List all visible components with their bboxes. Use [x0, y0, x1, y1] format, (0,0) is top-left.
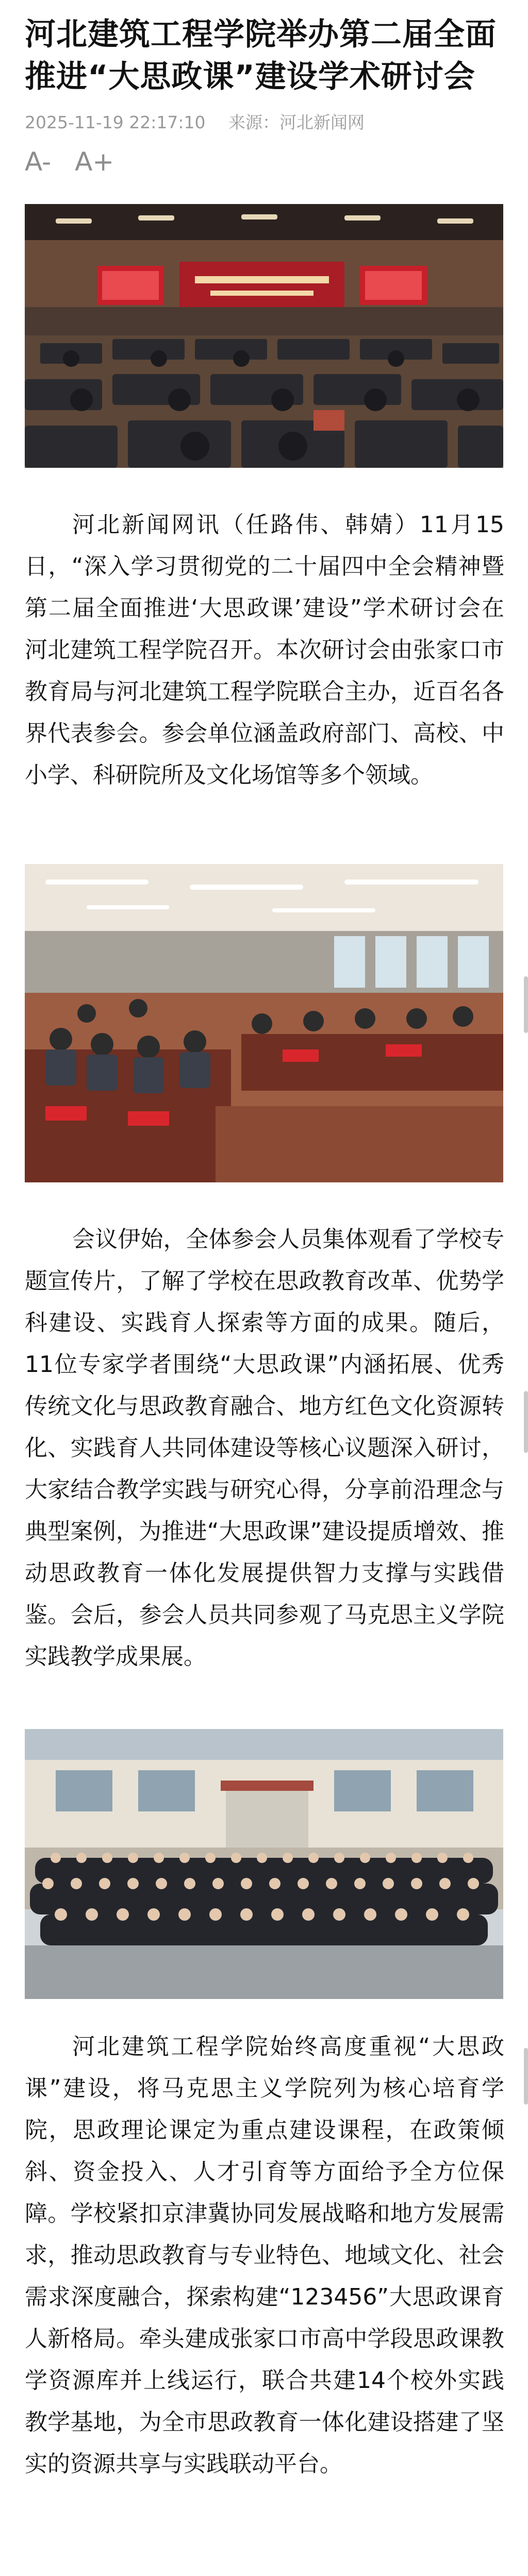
- article-meta: [25, 111, 504, 134]
- font-decrease-button[interactable]: A-: [25, 147, 52, 177]
- article-paragraph-2: 会议伊始，全体参会人员集体观看了学校专题宣传片，了解了学校在思政教育改革、优势学科建设、实践育人探索等方面的成果。随后，11位专家学者围绕“大思政课”内涵拓展、优秀传统文化与思政教育融合、地方红色文化资源转化、实践育人共同体建设等核心议题深入研讨，大家结合教学实践与研究心得，分享前沿理念与典型案例，为推进“大思政课”建设提质增效、推动思政教育一体化发展提供智力支撑与实践借鉴。会后，参会人员共同参观了马克思主义学院实践教学成果展。: [25, 1226, 504, 1670]
- font-size-controls: [25, 145, 504, 178]
- scrollbar-thumb-1[interactable]: [524, 976, 528, 1033]
- article-paragraph-3: 河北建筑工程学院始终高度重视“大思政课”建设，将马克思主义学院列为核心培育学院，思政理论课定为重点建设课程，在政策倾斜、资金投入、人才引育等方面给予全方位保障。学校紧扣京津冀协同发展战略和地方发展需求，推动思政教育与专业特色、地域文化、社会需求深度融合，探索构建“123456”大思政课育人新格局。牵头建成张家口市高中学段思政课教学资源库并上线运行，联合共建14个校外实践教学基地，为全市思政教育一体化建设搭建了坚实的资源共享与实践联动平台。: [25, 2033, 504, 2477]
- article-photo-group: [25, 1729, 503, 1999]
- scrollbar-thumb-3[interactable]: [524, 2048, 528, 2105]
- group-photo-image: [25, 1729, 503, 1999]
- scrollbar-thumb-2[interactable]: [524, 1391, 528, 1453]
- font-increase-button[interactable]: A+: [75, 147, 114, 177]
- article-photo-meeting-hall: [25, 204, 503, 468]
- article-photo-conference: [25, 864, 503, 1182]
- article: [25, 0, 504, 2485]
- article-paragraph-1: 河北新闻网讯（任路伟、韩婧）11月15日，“深入学习贯彻党的二十届四中全会精神暨第二届全面推进‘大思政课’建设”学术研讨会在河北建筑工程学院召开。本次研讨会由张家口市教育局与河北建筑工程学院联合主办，近百名各界代表参会。参会单位涵盖政府部门、高校、中小学、科研院所及文化场馆等多个领域。: [25, 512, 504, 788]
- article-source: 来源：河北新闻网: [228, 112, 365, 132]
- meeting-hall-image: [25, 204, 503, 468]
- publish-date: 2025-11-19 22:17:10: [25, 112, 206, 132]
- conference-image: [25, 864, 503, 1182]
- article-title: 河北建筑工程学院举办第二届全面推进“大思政课”建设学术研讨会: [25, 16, 497, 95]
